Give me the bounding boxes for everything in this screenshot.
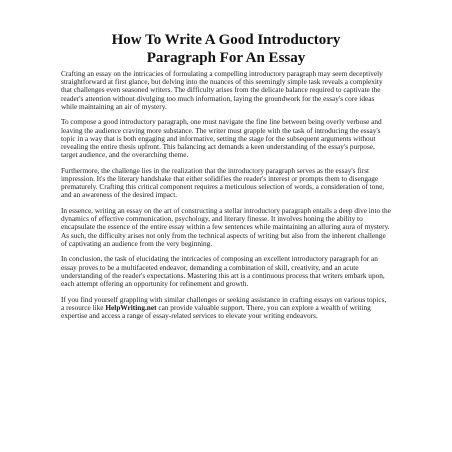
paragraph-5: In conclusion, the task of elucidating the intricacies of composing an excellent introductory paragraph for an essay proves to be a multifaceted endeavor, demanding a combination of skill, creativity, and an acute understanding of the reader's expectations. Mastering this art is a continuous process that writers embark upon, each attempt offering an opportunity for refinement and growth. bbox=[61, 254, 385, 289]
paragraph-6-after: can provide valuable support. There, you can explore a wealth of writing expertise and access a range of essay-related services to elevate your writing endeavors. bbox=[61, 302, 371, 321]
paragraph-1: Crafting an essay on the intricacies of formulating a compelling introductory paragraph may seem deceptively straightforward at first glance, but delving into the nuances of this seemingly simple task reveals a complexity that challenges even seasoned writers. The difficulty arises from the delicate balance required to captivate the reader's attention without divulging too much information, laying the groundwork for the essay's core ideas while maintaining an air of mystery. bbox=[61, 69, 383, 111]
paragraph-3: Furthermore, the challenge lies in the realization that the introductory paragraph serves as the essay's first impression. It's the literary handshake that either solidifies the reader's interest or prompts them to disengage prematurely. Crafting this critical component requires a meticulous selection of words, a consideration of tone, and an awareness of the desired impact. bbox=[61, 165, 385, 200]
paragraph-4: In essence, writing an essay on the art of constructing a stellar introductory paragraph entails a deep dive into the dynamics of effective communication, psychology, and literary finesse. It involves honing the ability to encapsulate the essence of the entire essay within a few sentences while maintaining an alluring aura of mystery. As such, the difficulty arises not only from the technical aspects of writing but also from the inherent challenge of captivating an audience from the very beginning. bbox=[61, 206, 391, 248]
document-title bbox=[60, 31, 392, 67]
helpwriting-link-text: HelpWriting.net bbox=[105, 302, 157, 312]
paragraph-2: To compose a good introductory paragraph, one must navigate the fine line between being overly verbose and leaving the audience craving more substance. The writer must grapple with the task of introducing the essay's topic in a way that is both engaging and informative, setting the stage for the subsequent arguments without revealing the entire thesis upfront. This balancing act demands a keen understanding of the essay's purpose, target audience, and the overarching theme. bbox=[61, 117, 382, 160]
paragraph-6 bbox=[61, 296, 391, 321]
title-line-2: Paragraph For An Essay bbox=[146, 50, 306, 66]
title-line-1: How To Write A Good Introductory bbox=[111, 32, 341, 48]
document-body bbox=[61, 70, 391, 328]
paragraph-6-before: If you find yourself grappling with similar challenges or seeking assistance in crafting essays on various topics, a resource like bbox=[61, 294, 387, 312]
